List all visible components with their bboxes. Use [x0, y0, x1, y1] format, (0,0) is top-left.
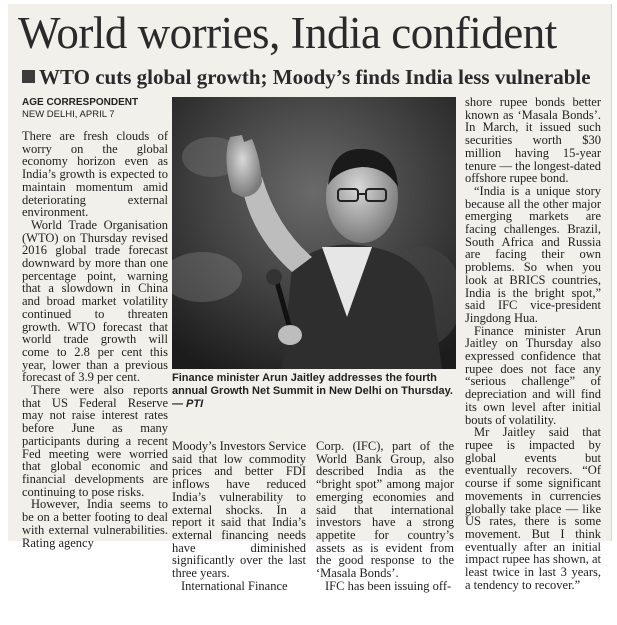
paragraph: “India is a unique story because all the other major emerging markets are facing challenges. Brazil, South Africa and Russia are facing their own problems. So when you look at BRICS countries, India is the bright spot,” said IFC vice-president Jingdong Hua.: [465, 183, 601, 325]
paragraph: There are fresh clouds of worry on the global economy horizon even as India’s growth is expected to maintain momentum amid deteriorating external environment.: [22, 129, 168, 220]
article-column-1: [22, 130, 168, 549]
subhead-text: WTO cuts global growth; Moody’s finds India less vulnerable: [39, 65, 591, 89]
square-bullet-icon: [22, 70, 35, 83]
paragraph: International Finance: [181, 578, 288, 593]
paragraph: Moody’s Investors Service said that low commodity prices and better FDI inflows have reduced India’s vulnerability to external shocks. In a report it said that India’s external financing needs have diminished significantly over the last three years.: [172, 439, 307, 581]
article-column-2: [172, 440, 306, 592]
byline-author: AGE CORRESPONDENT: [22, 97, 139, 108]
paragraph: World Trade Organisation (WTO) on Thursday revised 2016 global trade forecast downward by more than one percentage point, warning that a slowdown in China and broad market volatility continued to threaten growth. WTO forecast that world trade growth will come to 2.8 per cent this year, lower than a previous forecast of 3.9 per cent.: [22, 217, 168, 385]
article-column-3: [316, 440, 454, 592]
paragraph: Corp. (IFC), part of the World Bank Group, also described India as the “bright spot” among major emerging economies and said that international investors have a strong appetite for country’s assets as is evident from the good response to the ‘Masala Bonds’.: [316, 439, 454, 581]
subhead: [22, 64, 612, 90]
paragraph: However, India seems to be on a better footing to deal with external vulnerabilities. Rating agency: [22, 497, 168, 550]
paragraph: Finance minister Arun Jaitley on Thursday also expressed confidence that rupee does not face any “serious challenge” of depreciation and will find its own level after initial bouts of volatility.: [465, 323, 601, 427]
paragraph: IFC has been issuing off-: [325, 578, 452, 593]
article-column-4: [465, 96, 601, 591]
speaker-photo-illustration: [172, 97, 456, 369]
headline: World worries, India confident: [18, 8, 557, 58]
paragraph: shore rupee bonds better known as ‘Masala Bonds’. In March, it issued such securities worth $30 million having 15-year tenure — the longest-dated offshore rupee bond.: [465, 95, 601, 186]
article-photo: [172, 97, 456, 369]
photo-caption: [172, 372, 462, 411]
paragraph: There were also reports that US Federal Reserve may not raise interest rates before June as many participants during a recent Fed meeting were worried that global economic and financial developments are continuing to pose risks.: [22, 383, 168, 499]
byline-dateline: NEW DELHI, APRIL 7: [22, 109, 115, 120]
photo-credit: — PTI: [172, 398, 204, 410]
caption-text: Finance minister Arun Jaitley addresses the fourth annual Growth Net Summit in New Delhi on Thursday.: [172, 372, 453, 397]
byline: [22, 97, 172, 121]
paragraph: Mr Jaitley said that rupee is impacted by global events but eventually recovers. “Of course if some significant movements in currencies globally take place — like US rates, there is some movement. But I think eventually after an initial impact rupee has shown, at least twice in last 3 years, a tendency to recover.”: [465, 425, 601, 592]
